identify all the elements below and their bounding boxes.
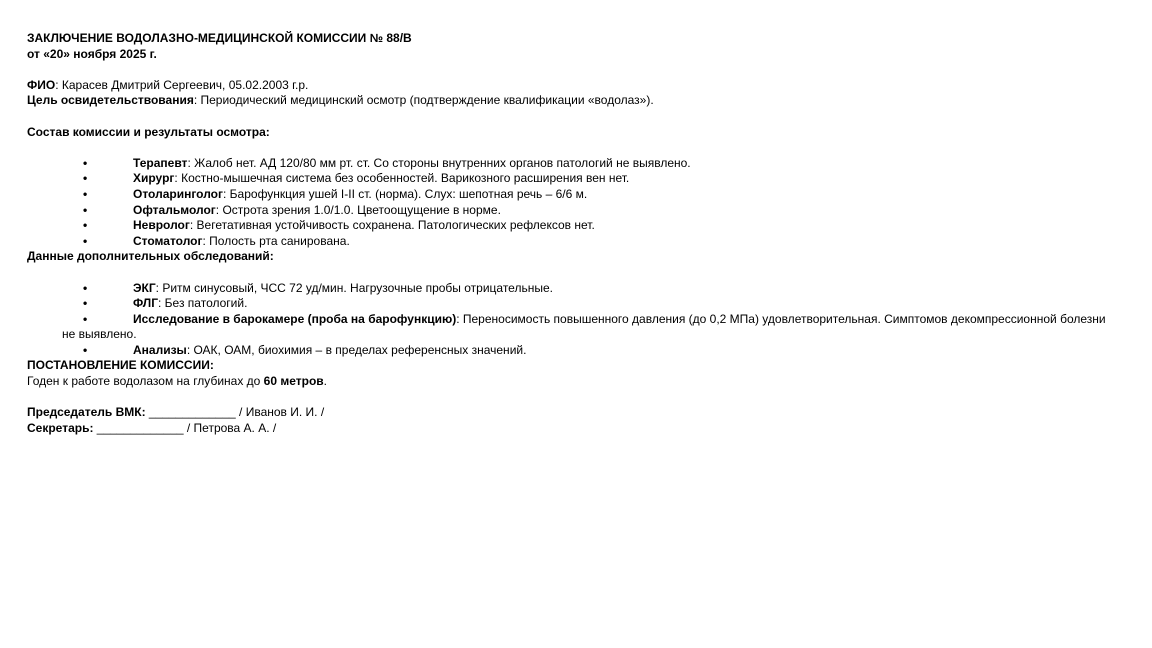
fitness-text: Годен к работе водолазом на глубинах до	[27, 374, 264, 389]
item-label: Невролог	[133, 218, 190, 233]
bullet-icon: •	[83, 186, 88, 201]
resolution-heading: ПОСТАНОВЛЕНИЕ КОМИССИИ:	[27, 358, 214, 373]
item-label: Анализы	[133, 342, 187, 357]
fio-label: ФИО	[27, 77, 56, 92]
item-text: : ОАК, ОАМ, биохимия – в пределах референсных значений.	[186, 342, 527, 357]
bullet-icon: •	[83, 202, 88, 217]
item-label: Терапевт	[133, 155, 188, 170]
item-label: ЭКГ	[133, 280, 156, 295]
item-text: : Жалоб нет. АД 120/80 мм рт. ст. Со стороны внутренних органов патологий не выявлено.	[187, 155, 691, 170]
signature-label: Председатель ВМК:	[27, 405, 146, 420]
additional-list	[27, 281, 1112, 359]
additional-item-analyses	[62, 343, 1112, 359]
depth-value: 60 метров	[263, 374, 324, 389]
purpose-label: Цель освидетельствования	[27, 93, 194, 108]
bullet-icon: •	[83, 171, 88, 186]
item-text: : Вегетативная устойчивость сохранена. Патологических рефлексов нет.	[189, 218, 595, 233]
exam-item-therapist	[62, 156, 1112, 172]
fio-row	[27, 78, 1112, 94]
fio-value: : Карасев Дмитрий Сергеевич, 05.02.2003 г.р.	[55, 77, 309, 92]
exam-item-ophthalmologist	[62, 203, 1112, 219]
purpose-row	[27, 93, 1112, 109]
document-date: от «20» ноября 2025 г.	[27, 46, 157, 61]
additional-item-ecg	[62, 281, 1112, 297]
item-label: Хирург	[133, 171, 175, 186]
additional-item-flg	[62, 296, 1112, 312]
item-text: : Барофункция ушей I-II ст. (норма). Слух: шепотная речь – 6/6 м.	[223, 186, 588, 201]
signature-name: / Петрова А. А. /	[186, 420, 277, 435]
item-label: ФЛГ	[133, 296, 159, 311]
item-label: Отоларинголог	[133, 186, 223, 201]
exam-item-otolaryngologist	[62, 187, 1112, 203]
additional-section-heading: Данные дополнительных обследований:	[27, 249, 274, 264]
exam-item-neurologist	[62, 218, 1112, 234]
bullet-icon: •	[83, 155, 88, 170]
fitness-statement	[27, 374, 1112, 390]
document-title: ЗАКЛЮЧЕНИЕ ВОДОЛАЗНО-МЕДИЦИНСКОЙ КОМИССИИ № 88/В	[27, 31, 412, 45]
exam-section-heading: Состав комиссии и результаты осмотра:	[27, 124, 270, 139]
item-label: Стоматолог	[133, 233, 203, 248]
item-text: : Полость рта санирована.	[202, 233, 350, 248]
signature-line: _____________	[145, 405, 240, 420]
secretary-signature-row	[27, 421, 1112, 437]
item-text: : Без патологий.	[158, 296, 248, 311]
item-label: Офтальмолог	[133, 202, 216, 217]
bullet-icon: •	[83, 280, 88, 295]
item-label: Исследование в барокамере (проба на барофункцию)	[133, 311, 457, 326]
bullet-icon: •	[83, 233, 88, 248]
exam-item-dentist	[62, 234, 1112, 250]
exam-item-surgeon	[62, 171, 1112, 187]
signature-label: Секретарь:	[27, 420, 94, 435]
purpose-value: : Периодический медицинский осмотр (подтверждение квалификации «водолаз»).	[193, 93, 654, 108]
signature-line: _____________	[93, 420, 187, 435]
item-text: : Костно-мышечная система без особенностей. Варикозного расширения вен нет.	[174, 171, 630, 186]
signature-name: / Иванов И. И. /	[239, 405, 325, 420]
bullet-icon: •	[83, 218, 88, 233]
additional-item-barochamber	[62, 312, 1112, 343]
chairman-signature-row	[27, 405, 1112, 421]
item-text: : Ритм синусовый, ЧСС 72 уд/мин. Нагрузочные пробы отрицательные.	[155, 280, 553, 295]
item-text: : Острота зрения 1.0/1.0. Цветоощущение в норме.	[215, 202, 501, 217]
exam-list	[27, 156, 1112, 250]
bullet-icon: •	[83, 311, 88, 326]
bullet-icon: •	[83, 296, 88, 311]
bullet-icon: •	[83, 342, 88, 357]
item-text: : Переносимость повышенного давления (до 0,2 МПа) удовлетворительная. Симптомов декомпрессионной болезни не выявлено.	[62, 311, 1106, 342]
fitness-text-end: .	[323, 374, 328, 389]
